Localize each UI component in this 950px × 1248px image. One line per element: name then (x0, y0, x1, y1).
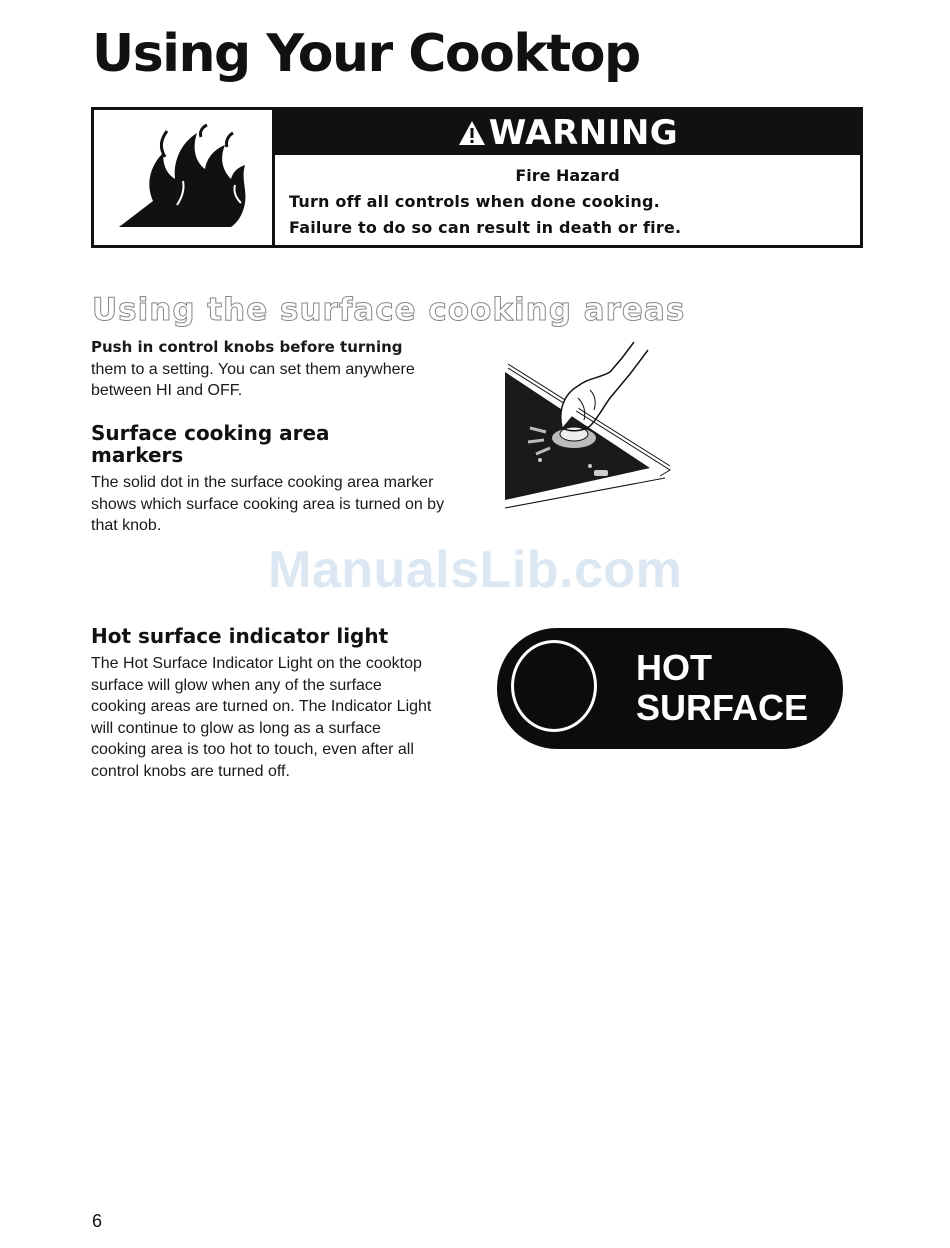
indicator-light-icon (511, 640, 597, 732)
watermark: ManualsLib.com (268, 541, 683, 599)
fire-icon (113, 123, 253, 233)
page-title: Using Your Cooktop (92, 24, 640, 84)
fire-icon-cell (94, 110, 275, 245)
warning-box (91, 107, 863, 248)
hot-surface-label (636, 648, 808, 728)
intro-bold: Push in control knobs before turning (91, 338, 403, 356)
hot-label: HOT (636, 647, 712, 688)
section-title: Using the surface cooking areas (92, 292, 686, 328)
intro-paragraph (91, 337, 431, 402)
markers-heading: Surface cooking area markers (91, 421, 330, 467)
alert-triangle-icon (457, 119, 487, 147)
intro-rest: them to a setting. You can set them anywhere between HI and OFF. (91, 360, 415, 399)
surface-label: SURFACE (636, 687, 809, 728)
warning-header (275, 110, 860, 155)
cooktop-knob-illustration (500, 338, 675, 518)
markers-body: The solid dot in the surface cooking area marker shows which surface cooking area is turned on by that knob. (91, 474, 445, 534)
indicator-heading: Hot surface indicator light (91, 624, 389, 648)
hazard-line: Failure to do so can result in death or fire. (289, 218, 682, 237)
warning-content (275, 110, 860, 245)
hazard-title: Fire Hazard (515, 166, 620, 185)
hazard-line: Turn off all controls when done cooking. (289, 192, 660, 211)
page-number: 6 (92, 1211, 103, 1231)
warning-label: WARNING (488, 112, 679, 153)
hot-surface-indicator (497, 628, 843, 749)
indicator-body: The Hot Surface Indicator Light on the cooktop surface will glow when any of the surface cooking areas are turned on. The Indicator Light will continue to glow as long as a surface cooking area is too hot to touch, even after all control knobs are turned off. (91, 655, 432, 780)
